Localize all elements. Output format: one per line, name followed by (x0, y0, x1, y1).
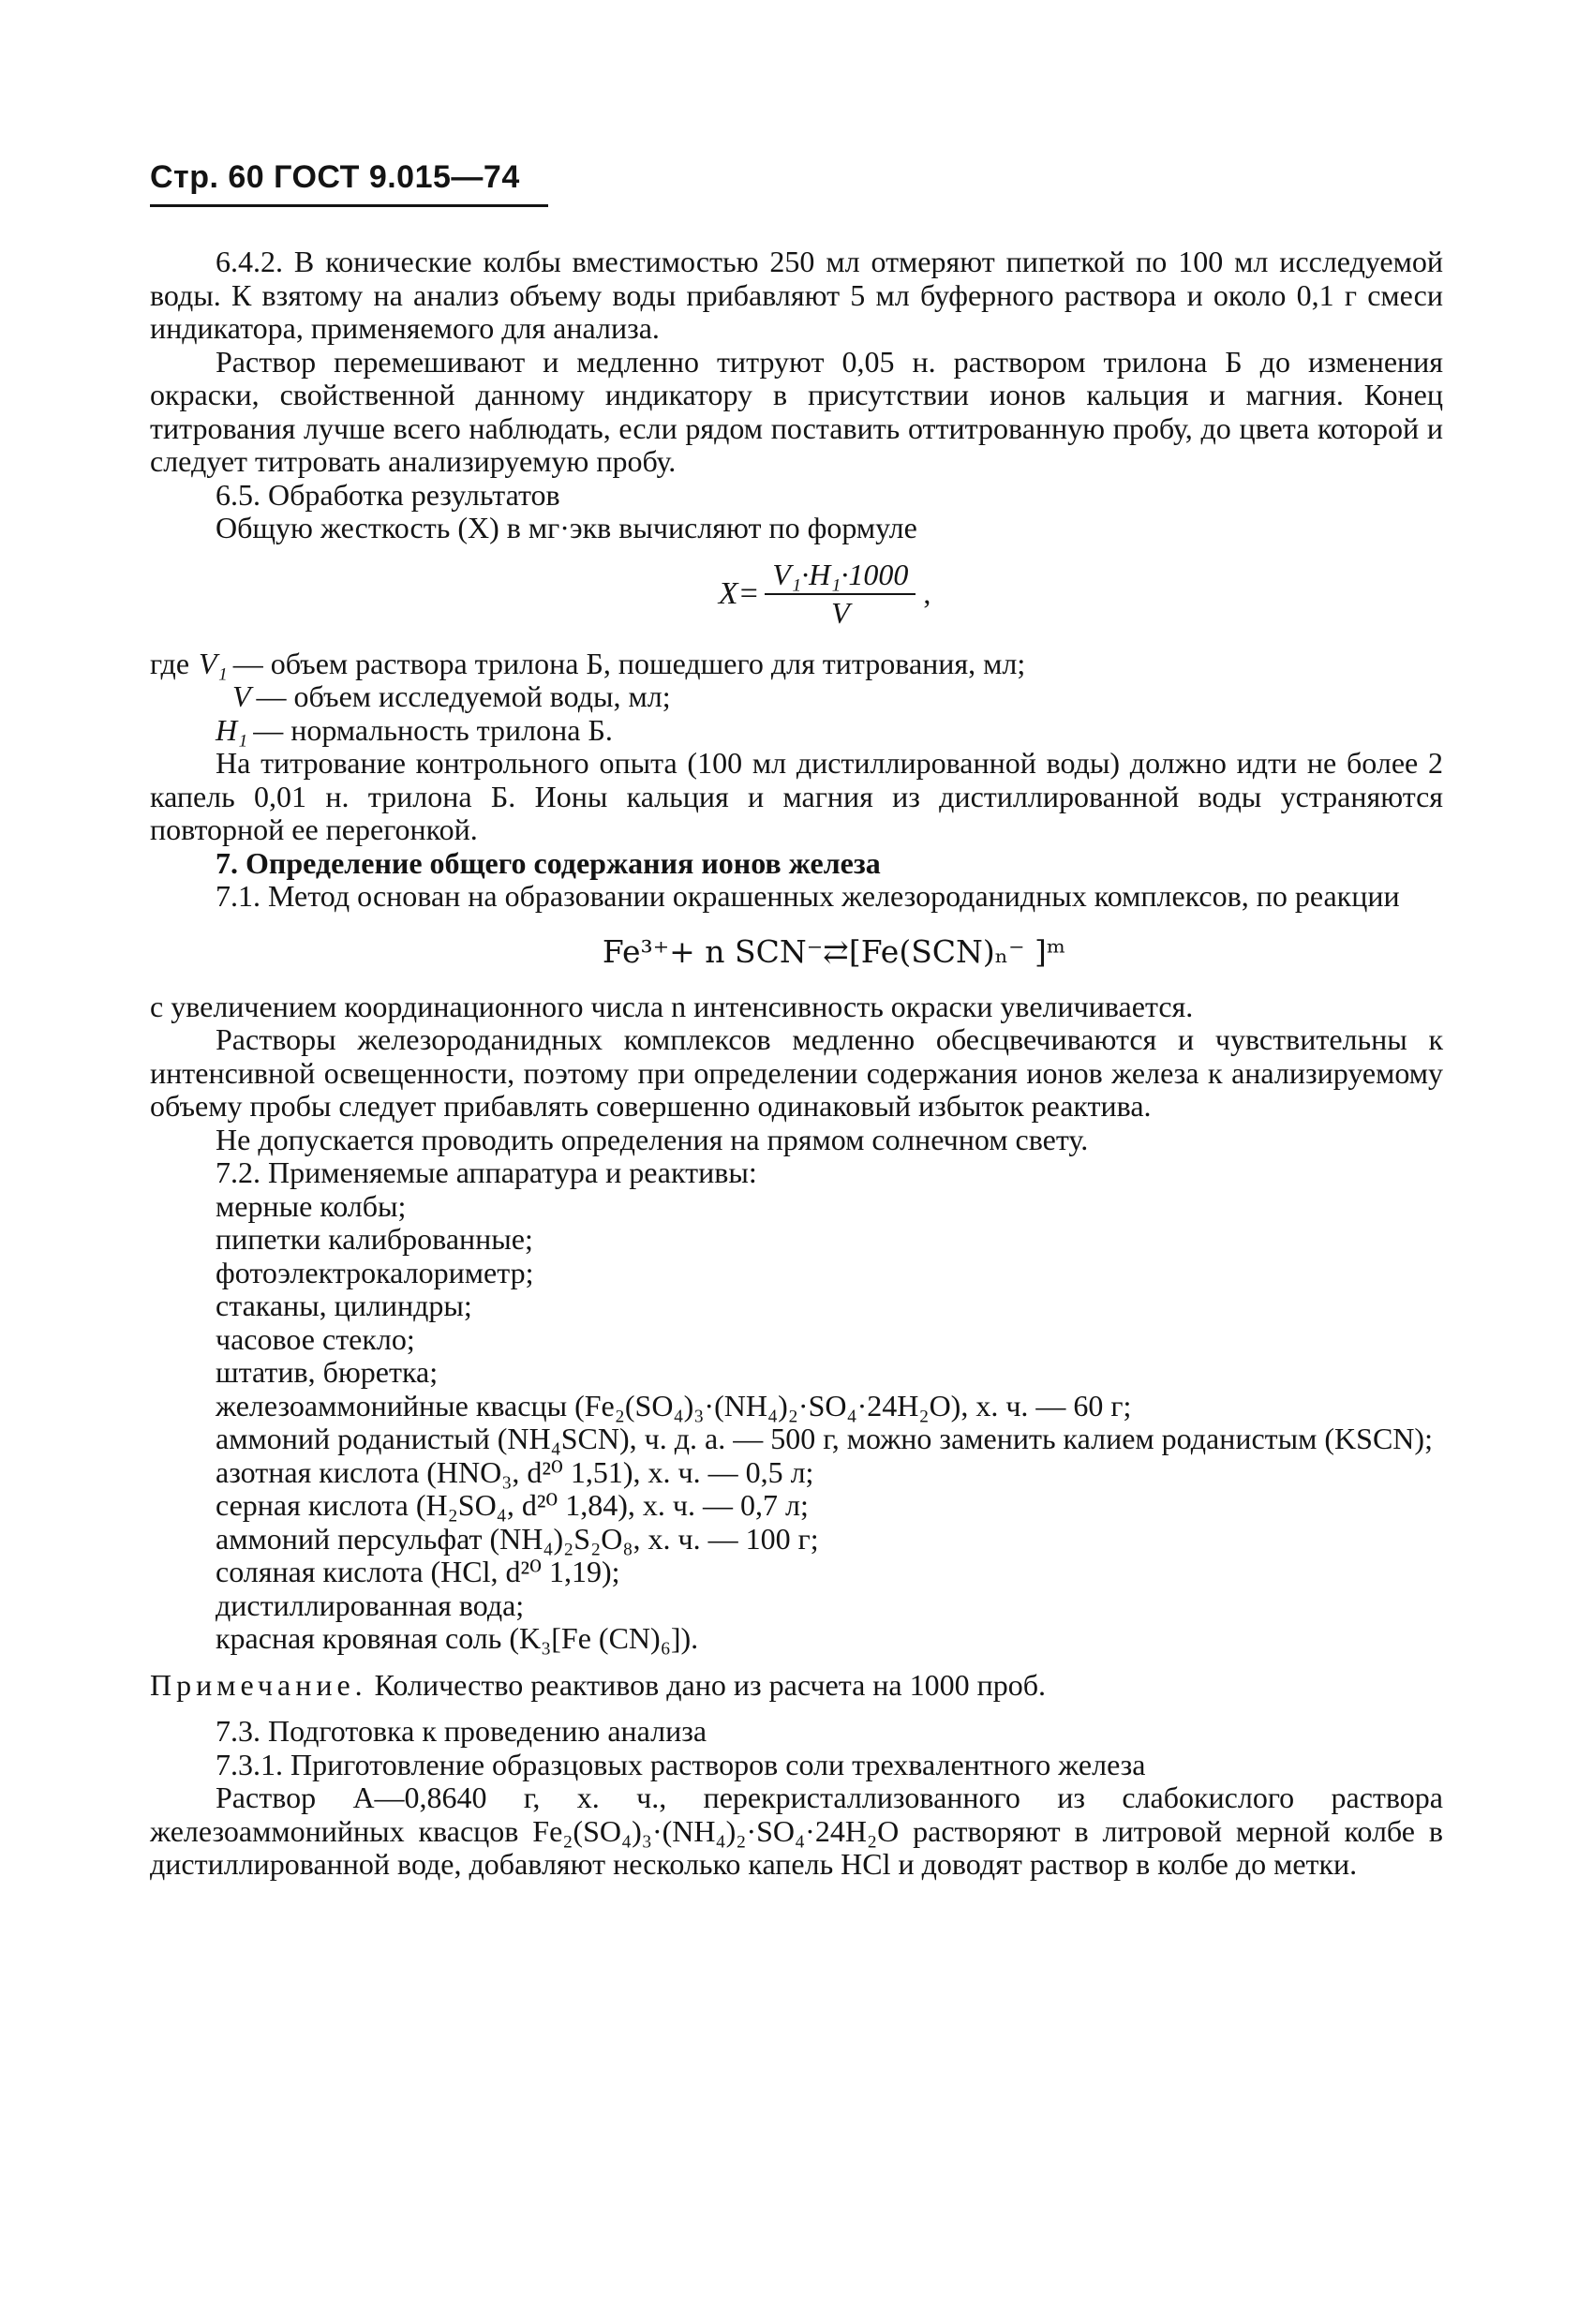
equipment-list (150, 1190, 1443, 1656)
reaction-equation: Fe³⁺+ n SCN⁻⇄[Fe(SCN)ₙ⁻ ]ᵐ (602, 932, 1066, 970)
list-item: часовое стекло; (216, 1321, 415, 1356)
formula-tail: , (923, 576, 931, 611)
definition-symbol: V₁ (199, 646, 228, 680)
list-item: железоаммонийные квасцы (Fe₂(SO₄)₃·(NH₄)₂·SO₄·24H₂O), х. ч. — 60 г; (216, 1388, 1132, 1423)
header-rule (150, 204, 548, 207)
formula-lhs: X= (718, 576, 760, 612)
definition-text: — объем раствора трилона Б, пошедшего для титрования, мл; (232, 646, 1026, 680)
list-item: красная кровяная соль (K₃[Fe (CN)₆]). (216, 1621, 699, 1655)
list-item: фотоэлектрокалориметр; (216, 1255, 534, 1289)
paragraph-7-1: 7.1. Метод основан на образовании окрашенных железороданидных комплексов, по реакции (216, 879, 1400, 913)
formula-denominator: V (831, 596, 850, 630)
paragraph-control-test: На титрование контрольного опыта (100 мл дистиллированной воды) должно идти не более 2 капель 0,01 н. трилона Б. Ионы кальция и магния из дистиллированной воды устраняются повторной ее перегонкой. (150, 746, 1443, 846)
paragraph-coordination: с увеличением координационного числа n интенсивность окраски увеличивается. (150, 989, 1194, 1023)
paragraph-titration: Раствор перемешивают и медленно титруют 0,05 н. раствором трилона Б до изменения окраски, свойственной данному индикатору в присутствии ионов кальция и магния. Конец титрования лучше всего наблюдать, если рядом поставить оттитрованную пробу, до цвета которой и следует титровать анализируемую пробу. (150, 344, 1443, 478)
list-item: серная кислота (H₂SO₄, d²⁰ 1,84), х. ч. — 0,7 л; (216, 1488, 809, 1522)
paragraph-solutions: Растворы железороданидных комплексов медленно обесцвечиваются и чувствительны к интенсивной освещенности, поэтому при определении содержания ионов железа к анализируемому объему пробы следует прибавлять совершенно одинаковый избыток реактива. (150, 1022, 1443, 1123)
definition-prefix: где (150, 646, 190, 680)
list-item: аммоний персульфат (NH₄)₂S₂O₈, х. ч. — 100 г; (216, 1521, 819, 1556)
definition-row (150, 680, 1443, 714)
formula-intro: Общую жесткость (X) в мг·экв вычисляют по формуле (216, 511, 917, 544)
formula-definitions (150, 648, 1443, 748)
page-header: Стр. 60 ГОСТ 9.015—74 (150, 159, 520, 195)
definition-row (150, 648, 1443, 681)
section-title-7-3-1: 7.3.1. Приготовление образцовых растворов соли трехвалентного железа (216, 1747, 1146, 1781)
list-item: аммоний роданистый (NH₄SCN), ч. д. а. — 500 г, можно заменить калием роданистым (KSCN); (216, 1422, 1433, 1455)
definition-symbol: V (232, 679, 251, 713)
paragraph-sunlight: Не допускается проводить определения на прямом солнечном свету. (216, 1122, 1089, 1156)
definition-row (150, 714, 1443, 748)
list-item: азотная кислота (HNO₃, d²⁰ 1,51), х. ч. — 0,5 л; (216, 1454, 814, 1489)
hardness-formula (206, 545, 1443, 644)
note-label: Примечание. (150, 1667, 367, 1702)
section-title-7: 7. Определение общего содержания ионов железа (216, 845, 881, 880)
document-body (150, 246, 1443, 1882)
list-item: дистиллированная вода; (216, 1587, 525, 1622)
definition-symbol: H₁ (216, 712, 248, 747)
paragraph-solution-a: Раствор А—0,8640 г, х. ч., перекристаллизованного из слабокислого раствора железоаммонийных квасцов Fe₂(SO₄)₃·(NH₄)₂·SO₄·24H₂O растворяют в литровой мерной колбе в дистиллированной воде, добавляют несколько капель HCl и доводят раствор в колбе до метки. (150, 1780, 1443, 1881)
note-text: Количество реактивов дано из расчета на 1000 проб. (366, 1667, 1047, 1702)
section-title-6-5: 6.5. Обработка результатов (216, 477, 560, 512)
formula-fraction (765, 559, 916, 631)
definition-text: — нормальность трилона Б. (253, 712, 613, 747)
list-item: штатив, бюретка; (216, 1355, 439, 1389)
definition-text: — объем исследуемой воды, мл; (256, 679, 671, 713)
paragraph-7-2: 7.2. Применяемые аппаратура и реактивы: (216, 1155, 757, 1189)
list-item: мерные колбы; (216, 1188, 407, 1223)
list-item: пипетки калиброванные; (216, 1222, 533, 1256)
note (150, 1669, 1443, 1703)
formula-numerator: V₁·H₁·1000 (765, 559, 916, 596)
paragraph-6-4-2: 6.4.2. В конические колбы вместимостью 250 мл отмеряют пипеткой по 100 мл исследуемой воды. К взятому на анализ объему воды прибавляют 5 мл буферного раствора и около 0,1 г смеси индикатора, применяемого для анализа. (150, 245, 1443, 345)
section-title-7-3: 7.3. Подготовка к проведению анализа (216, 1714, 707, 1748)
list-item: стаканы, цилиндры; (216, 1289, 472, 1322)
list-item: соляная кислота (HCl, d²⁰ 1,19); (216, 1555, 620, 1588)
